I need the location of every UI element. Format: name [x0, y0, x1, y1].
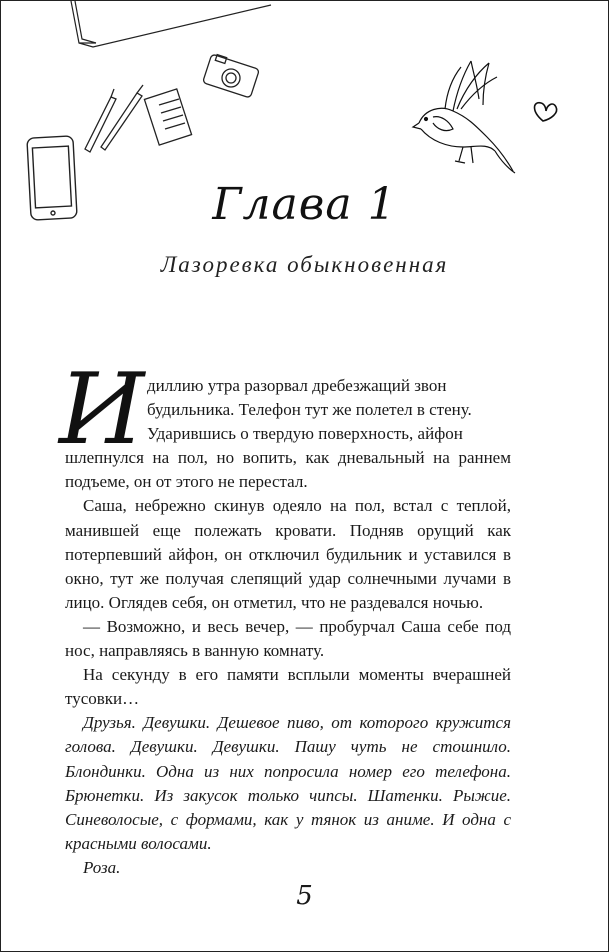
paragraph: Саша, небрежно скинув одеяло на пол, встал с теплой, манившей еще полежать кровати. Подняв орущий как потерпевший айфон, он отключил будильник и уставился в окно, тут же получая слепящий удар солнечными лучами в лицо. Оглядев себя, он отметил, что не раздевался ночью. — [65, 496, 511, 612]
paragraph-line: диллию утра разорвал дребезжащий звон — [147, 376, 447, 395]
paragraph-line: Ударившись о твердую поверхность, айфон — [147, 424, 463, 444]
bird-icon — [413, 61, 515, 173]
notepad-icon — [144, 89, 191, 145]
pen-icon — [85, 85, 143, 152]
italic-paragraph-last: Роза. — [83, 857, 121, 877]
chapter-body — [65, 374, 511, 880]
chapter-subtitle: Лазоревка обыкновенная — [160, 252, 449, 277]
page-number: 5 — [296, 881, 313, 911]
drop-cap: И — [59, 353, 145, 467]
italic-paragraph: Друзья. Девушки. Дешевое пиво, от которого кружится голова. Девушки. Девушки. Пашу чуть не стошнило. Блондинки. Одна из них попросила номер его телефона. Брюнетки. Из закусок только чипсы. Шатенки. Рыжие. Синеволосые, с формами, как у тянок из аниме. И одна с красными волосами. — [65, 713, 511, 853]
paragraph: На секунду в его памяти всплыли моменты вчерашней тусовки… — [65, 665, 511, 709]
paragraph: — Возможно, и весь вечер, — пробурчал Саша себе под нос, направляясь в ванную комнату. — [65, 616, 511, 661]
camera-icon — [203, 54, 260, 98]
pencil-icon — [71, 1, 271, 47]
chapter-title: Глава 1 — [212, 179, 397, 230]
paragraph: шлепнулся на пол, но вопить, как дневальный на раннем подъеме, он от этого не перестал. — [65, 448, 511, 492]
heart-icon — [535, 103, 557, 121]
paragraph-line: будильника. Телефон тут же полетел в стену. — [147, 400, 472, 420]
